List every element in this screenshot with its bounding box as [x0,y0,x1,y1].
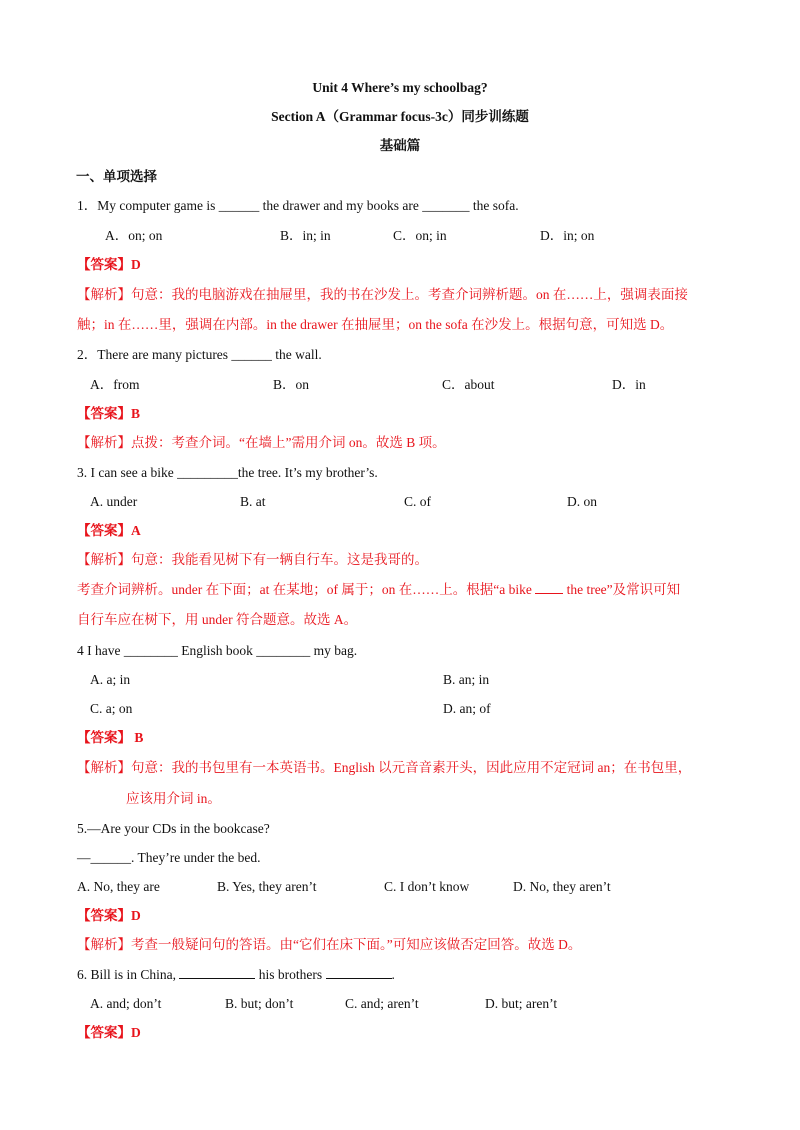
q3-option-d: D. on [567,494,597,509]
question-5-stem-2: —______. They’re under the bed. [77,850,261,865]
q5-option-b: B. Yes, they aren’t [217,879,317,894]
q3-explanation-line-3: 自行车应在树下，用 under 符合题意。故选 A。 [77,612,358,627]
q4-option-d: D. an; of [443,701,491,716]
q6-option-d: D. but; aren’t [485,996,558,1011]
q6-blank-1 [179,966,255,979]
q2-option-d: D．in [612,377,646,392]
q4-explanation-line-1: 【解析】句意：我的书包里有一本英语书。English 以元音音素开头，因此应用不定冠词 an；在书包里， [77,760,692,775]
question-3-stem [77,464,378,482]
q1-option-a: A．on; on [105,228,163,243]
q1-answer: 【答案】D [77,257,141,272]
q4-option-a: A. a; in [90,672,131,687]
q3-explanation-line-2 [77,581,680,599]
q4-explanation-line-2: 应该用介词 in。 [126,791,221,806]
q4-answer: 【答案】 B [77,730,144,745]
part-heading: 一、单项选择 [76,169,157,184]
q6-option-b: B. but; don’t [225,996,294,1011]
q3-option-a: A. under [90,494,138,509]
q3-stem-part-2: _________the tree. It’s my brother’s. [177,465,378,480]
question-2-stem: 2．There are many pictures ______ the wall. [77,347,322,362]
q5-option-a: A. No, they are [77,879,160,894]
q6-answer: 【答案】D [77,1025,141,1040]
question-5-stem-1: 5.—Are your CDs in the bookcase? [77,821,270,836]
q1-option-d: D．in; on [540,228,595,243]
q6-stem-part-2: his brothers [255,967,326,982]
q3-option-c: C. of [404,494,431,509]
q6-stem-part-1: 6. Bill is in China, [77,967,180,982]
q1-option-b: B．in; in [280,228,331,243]
q3-exp-part-2: the tree”及常识可知 [563,582,681,597]
level-title: 基础篇 [379,138,421,153]
q5-option-c: C. I don’t know [384,879,470,894]
question-1-stem: 1．My computer game is ______ the drawer and my books are _______ the sofa. [77,198,519,213]
q5-answer: 【答案】D [77,908,141,923]
q3-exp-part-1: 考查介词辨析。under 在下面；at 在某地；of 属于；on 在……上。根据“a bike [77,582,536,597]
q3-option-b: B. at [240,494,266,509]
q6-stem-part-3: . [391,967,395,982]
q2-answer: 【答案】B [77,406,141,421]
section-title: Section A（Grammar focus-3c）同步训练题 [271,109,529,124]
q1-explanation-line-2: 触；in 在……里，强调在内部。in the drawer 在抽屉里；on the sofa 在沙发上。根据句意，可知选 D。 [77,317,674,332]
document-title: Unit 4 Where’s my schoolbag? [312,80,488,95]
question-4-stem: 4 I have ________ English book ________ my bag. [77,643,358,658]
q2-option-b: B．on [273,377,310,392]
q6-blank-2 [326,966,392,979]
q2-explanation: 【解析】点拨：考查介词。“在墙上”需用介词 on。故选 B 项。 [77,435,446,450]
q3-explanation-line-1: 【解析】句意：我能看见树下有一辆自行车。这是我哥的。 [77,552,428,567]
q1-explanation-line-1: 【解析】句意：我的电脑游戏在抽屉里，我的书在沙发上。考查介词辨析题。on 在……上，强调表面接 [77,287,688,302]
q1-option-c: C．on; in [393,228,447,243]
q3-exp-blank [535,581,563,594]
question-6-stem [77,966,395,984]
q2-option-a: A．from [90,377,140,392]
q5-explanation: 【解析】考查一般疑问句的答语。由“它们在床下面。”可知应该做否定回答。故选 D。 [77,937,582,952]
q5-option-d: D. No, they aren’t [513,879,611,894]
q4-option-c: C. a; on [90,701,133,716]
q3-answer: 【答案】A [77,523,141,538]
q4-option-b: B. an; in [443,672,490,687]
q6-option-c: C. and; aren’t [345,996,419,1011]
q6-option-a: A. and; don’t [90,996,162,1011]
q3-stem-part-1: 3. I can see a bike [77,465,178,480]
q2-option-c: C．about [442,377,495,392]
